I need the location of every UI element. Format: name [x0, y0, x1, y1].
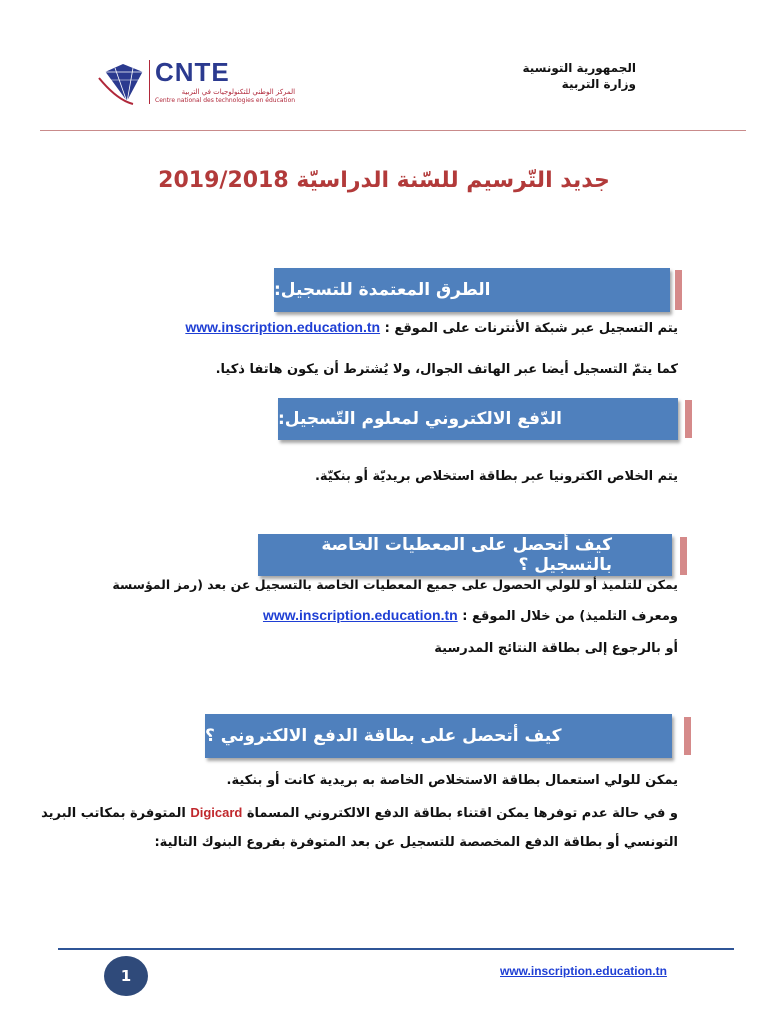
s4-line2-text-b: المتوفرة بمكاتب البريد	[41, 806, 186, 821]
section-heading-payment-card: كيف أتحصل على بطاقة الدفع الالكتروني ؟	[205, 714, 672, 758]
page-number-badge: 1	[104, 956, 148, 996]
ministry-label: وزارة التربية	[561, 77, 636, 91]
s4-line2-text-a: و في حالة عدم توفرها يمكن اقتناء بطاقة الدفع الالكتروني المسماة	[246, 806, 678, 821]
government-header	[522, 60, 636, 92]
s4-line3: التونسي أو بطاقة الدفع المخصصة للتسجيل عن بعد المتوفرة بفروع البنوك التالية:	[154, 835, 678, 850]
s3-line2-text: ومعرف التلميذ) من خلال الموقع :	[462, 609, 678, 624]
s2-line1: يتم الخلاص الكترونيا عبر بطاقة استخلاص بريديّة أو بنكيّة.	[314, 469, 678, 484]
footer-divider	[58, 948, 734, 950]
s1-line1-text: يتم التسجيل عبر شبكة الأنترنات على الموقع :	[384, 321, 678, 336]
s4-line2	[41, 804, 678, 823]
registration-site-link[interactable]: www.inscription.education.tn	[185, 319, 381, 335]
footer-site-link[interactable]: www.inscription.education.tn	[500, 964, 667, 978]
registration-site-link[interactable]: www.inscription.education.tn	[262, 607, 458, 623]
section-accent	[684, 717, 691, 755]
logo-subtitle-ar: المركز الوطني للتكنولوجيات في التربية	[181, 88, 296, 96]
section-accent	[680, 537, 687, 575]
header-divider	[40, 130, 746, 131]
logo-name: CNTE	[155, 57, 230, 87]
republic-label: الجمهورية التونسية	[522, 61, 636, 75]
cnte-logo-diamond-icon	[97, 60, 149, 106]
s3-line2	[263, 606, 678, 626]
digicard-brand: Digicard	[190, 805, 243, 820]
s3-line3: أو بالرجوع إلى بطاقة النتائج المدرسية	[434, 641, 678, 656]
section-heading-registration-data: كيف أتحصل على المعطيات الخاصة بالتسجيل ؟	[258, 534, 672, 576]
section-heading-registration-methods: الطرق المعتمدة للتسجيل:	[274, 268, 670, 312]
s4-line1: يمكن للولي استعمال بطاقة الاستخلاص الخاصة به بريدية كانت أو بنكية.	[226, 773, 678, 788]
s3-line1: يمكن للتلميذ أو للولي الحصول على جميع المعطيات الخاصة بالتسجيل عن بعد (رمز المؤسسة	[112, 577, 678, 592]
s1-line1	[185, 318, 678, 338]
section-heading-electronic-payment: الدّفع الالكتروني لمعلوم التّسجيل:	[278, 398, 678, 440]
s1-line2: كما يتمّ التسجيل أيضا عبر الهاتف الجوال، ولا يُشترط أن يكون هاتفا ذكيا.	[215, 362, 678, 377]
cnte-logo	[155, 58, 295, 105]
document-title: جديد التّرسيم للسّنة الدراسيّة 2019/2018	[158, 168, 610, 193]
section-accent	[675, 270, 682, 310]
logo-subtitle-fr: Centre national des technologies en éducation	[155, 97, 296, 104]
section-accent	[685, 400, 692, 438]
logo-separator	[149, 60, 150, 104]
